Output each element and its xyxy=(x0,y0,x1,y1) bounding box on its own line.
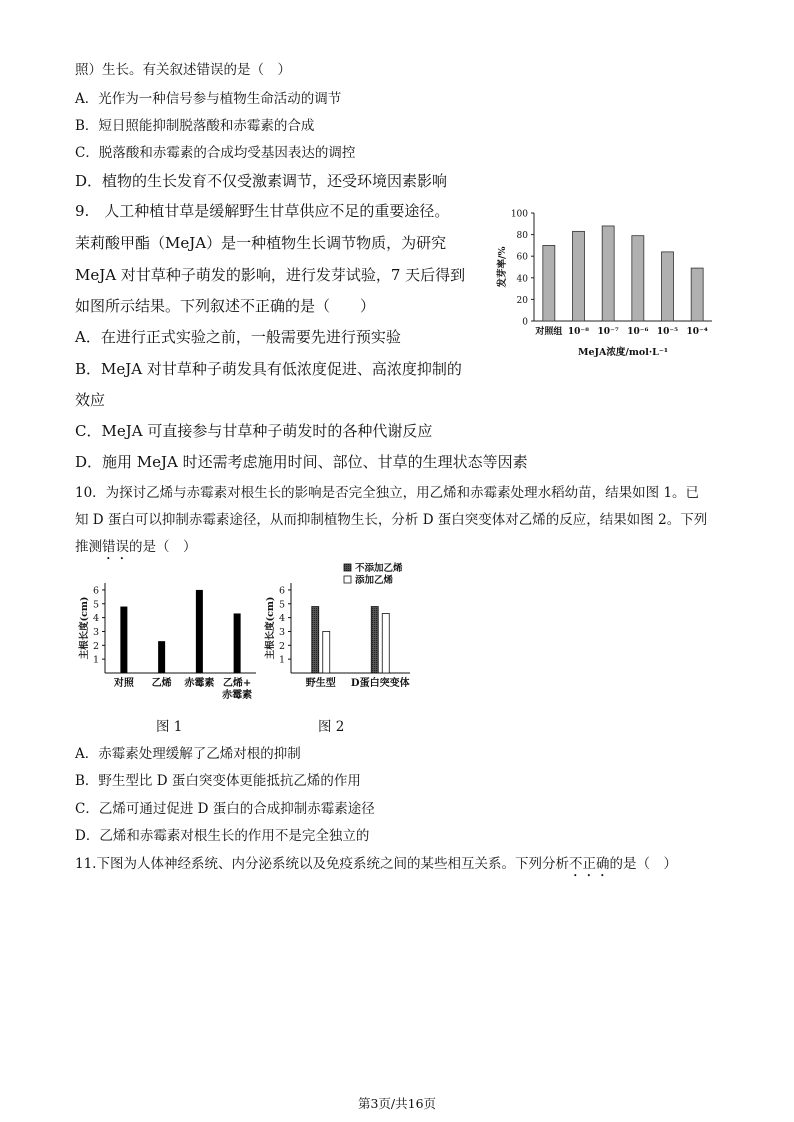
y-tick-label: 4 xyxy=(92,613,99,625)
x-tick-label: 10⁻⁵ xyxy=(656,327,679,337)
q10-stem-post: 的是（ ） xyxy=(129,539,197,555)
q9-option-c: C．MeJA 可直接参与甘草种子萌发时的各种代谢反应 xyxy=(75,422,433,440)
legend-label: 不添加乙烯 xyxy=(355,563,403,574)
y-tick-label: 20 xyxy=(516,295,528,306)
x-tick-label: 乙烯+赤霉素 xyxy=(222,678,253,701)
q11-stem-pre: 11.下图为人体神经系统、内分泌系统以及免疫系统之间的某些相互关系。下列分析 xyxy=(75,856,569,872)
y-tick-label: 1 xyxy=(278,654,285,666)
legend-label: 添加乙烯 xyxy=(355,575,394,586)
q9-stem-line-4: 如图所示结果。下列叙述不正确的是（ ） xyxy=(75,297,376,315)
bar xyxy=(234,613,241,673)
y-tick-label: 6 xyxy=(278,585,285,597)
y-axis-label: 主根长度(cm) xyxy=(265,596,276,660)
q10-option-d: D．乙烯和赤霉素对根生长的作用不是完全独立的 xyxy=(75,828,370,844)
bar xyxy=(691,268,703,321)
bar xyxy=(312,607,319,673)
x-tick-label: 野生型 xyxy=(305,678,336,689)
q9-option-a: A．在进行正式实验之前，一般需要先进行预实验 xyxy=(75,328,401,346)
bar xyxy=(573,231,585,321)
y-tick-label: 2 xyxy=(278,640,285,652)
x-tick-label: 10⁻⁶ xyxy=(627,327,649,337)
y-tick-label: 60 xyxy=(516,252,528,263)
y-tick-label: 2 xyxy=(92,640,99,652)
figure-1-caption: 图 1 xyxy=(156,719,183,735)
bar xyxy=(371,607,378,673)
q10-stem-line-2: 知 D 蛋白可以抑制赤霉素途径，从而抑制植物生长，分析 D 蛋白突变体对乙烯的反应，结果如图 2。下列 xyxy=(75,512,708,528)
bar xyxy=(662,252,674,321)
bar xyxy=(382,613,389,673)
y-tick-label: 4 xyxy=(278,613,285,625)
q10-option-b: B．野生型比 D 蛋白突变体更能抵抗乙烯的作用 xyxy=(75,773,361,789)
q10-stem-line-3 xyxy=(75,538,197,563)
q8-option-a: A．光作为一种信号参与植物生命活动的调节 xyxy=(75,91,342,107)
y-tick-label: 1 xyxy=(92,654,99,666)
q9-stem-line-2: 茉莉酸甲酯（MeJA）是一种植物生长调节物质，为研究 xyxy=(75,234,447,252)
q8-stem-end: 照）生长。有关叙述错误的是（ ） xyxy=(75,62,291,78)
figure-2-chart xyxy=(260,560,430,690)
x-tick-label: 赤霉素 xyxy=(184,678,215,689)
q9-option-b: B．MeJA 对甘草种子萌发具有低浓度促进、高浓度抑制的 xyxy=(75,360,462,378)
y-axis-label: 发芽率/% xyxy=(497,246,508,288)
q11-stem-post: 的是（ ） xyxy=(609,856,677,872)
y-tick-label: 40 xyxy=(516,274,528,285)
q11-stem-emphasis: 不正确 xyxy=(568,856,610,872)
bar xyxy=(602,226,614,321)
meja-germination-chart xyxy=(490,205,720,365)
q8-option-d: D．植物的生长发育不仅受激素调节，还受环境因素影响 xyxy=(75,172,448,190)
x-tick-label: 乙烯 xyxy=(151,678,172,689)
q9-stem-line-3: MeJA 对甘草种子萌发的影响，进行发芽试验，7 天后得到 xyxy=(75,266,466,284)
x-tick-label: 10⁻⁷ xyxy=(597,327,619,337)
bar xyxy=(632,236,644,321)
y-tick-label: 5 xyxy=(92,599,99,611)
x-tick-label: 对照组 xyxy=(535,327,563,337)
x-tick-label: 对照 xyxy=(113,678,134,689)
y-tick-label: 6 xyxy=(92,585,99,597)
bar xyxy=(323,631,330,673)
y-tick-label: 3 xyxy=(92,626,99,638)
q10-option-c: C．乙烯可通过促进 D 蛋白的合成抑制赤霉素途径 xyxy=(75,801,375,817)
y-axis-label: 主根长度(cm) xyxy=(79,596,90,660)
q10-stem-line-1: 10．为探讨乙烯与赤霉素对根生长的影响是否完全独立，用乙烯和赤霉素处理水稻幼苗，结果如图 1。已 xyxy=(75,485,700,501)
q9-option-d: D．施用 MeJA 时还需考虑施用时间、部位、甘草的生理状态等因素 xyxy=(75,453,528,471)
bar xyxy=(196,590,203,673)
y-tick-label: 0 xyxy=(522,317,528,328)
y-tick-label: 80 xyxy=(516,231,528,242)
figure-2-caption: 图 2 xyxy=(318,719,345,735)
q10-stem-pre: 推测 xyxy=(75,539,102,555)
legend-swatch xyxy=(344,564,351,571)
q9-option-b-cont: 效应 xyxy=(75,391,106,409)
figure-1-chart xyxy=(78,575,258,705)
q10-option-a: A．赤霉素处理缓解了乙烯对根的抑制 xyxy=(75,746,301,762)
x-tick-label: D蛋白突变体 xyxy=(350,678,410,689)
q11-stem xyxy=(75,855,677,880)
q8-option-b: B．短日照能抑制脱落酸和赤霉素的合成 xyxy=(75,118,315,134)
q9-stem-line-1: 9. 人工种植甘草是缓解野生甘草供应不足的重要途径。 xyxy=(75,202,450,220)
y-tick-label: 3 xyxy=(278,626,285,638)
q10-stem-emphasis: 错误 xyxy=(102,539,129,555)
bar xyxy=(120,607,127,673)
page-footer: 第3页/共16页 xyxy=(357,1096,437,1111)
q8-option-c: C．脱落酸和赤霉素的合成均受基因表达的调控 xyxy=(75,145,356,161)
legend-swatch xyxy=(344,576,351,583)
x-tick-label: 10⁻⁴ xyxy=(686,327,708,337)
y-tick-label: 5 xyxy=(278,599,285,611)
bar xyxy=(543,245,555,321)
bar xyxy=(158,641,165,673)
x-tick-label: 10⁻⁸ xyxy=(567,327,590,337)
y-tick-label: 100 xyxy=(510,209,528,220)
x-axis-label: MeJA浓度/mol·L⁻¹ xyxy=(577,347,669,358)
